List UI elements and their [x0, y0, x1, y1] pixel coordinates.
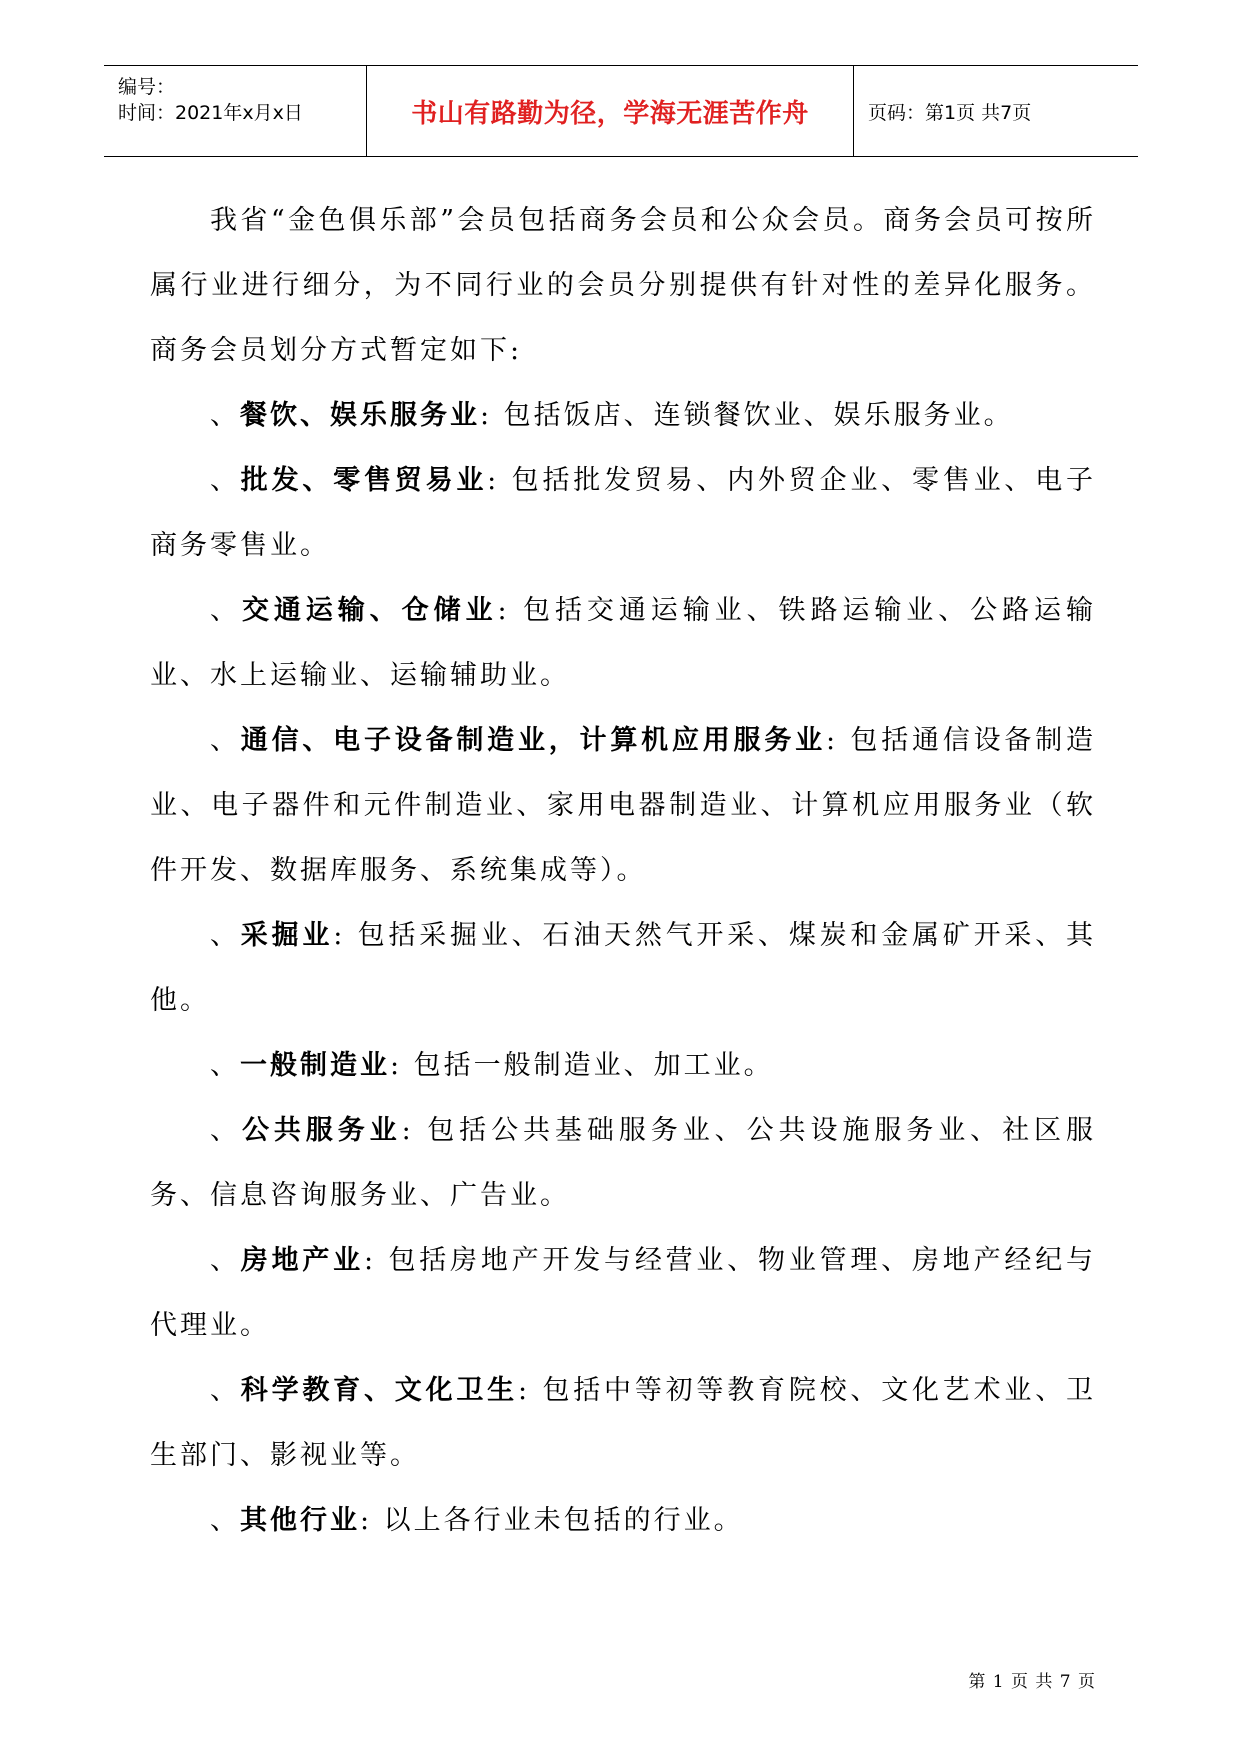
list-item: [150, 448, 1096, 578]
document-body: [150, 188, 1096, 1553]
item-text: : 包括批发贸易、内外贸企业、零售业、电子商务零售业。: [150, 465, 1096, 561]
document-time-label: 时间：2021年x月x日: [118, 102, 303, 124]
item-title: 餐饮、娱乐服务业: [240, 400, 480, 431]
header-motto: 书山有路勤为径，学海无涯苦作舟: [367, 66, 854, 156]
item-prefix: 、: [210, 1245, 241, 1276]
item-text: : 包括采掘业、石油天然气开采、煤炭和金属矿开采、其他。: [150, 920, 1096, 1016]
intro-paragraph: 我省“金色俱乐部”会员包括商务会员和公众会员。商务会员可按所属行业进行细分，为不同行业的会员分别提供有针对性的差异化服务。商务会员划分方式暂定如下:: [150, 205, 1096, 366]
item-title: 交通运输、仓储业: [241, 595, 498, 626]
item-prefix: 、: [210, 1505, 240, 1536]
item-text: : 包括房地产开发与经营业、物业管理、房地产经纪与代理业。: [150, 1245, 1096, 1341]
item-prefix: 、: [210, 465, 241, 496]
item-title: 通信、电子设备制造业，计算机应用服务业: [240, 725, 826, 756]
document-number-label: 编号：: [118, 76, 176, 98]
item-prefix: 、: [210, 725, 241, 756]
list-item: [150, 1358, 1096, 1488]
item-title: 科学教育、文化卫生: [240, 1375, 518, 1406]
item-text: : 以上各行业未包括的行业。: [360, 1505, 744, 1536]
list-item: [150, 1033, 1096, 1098]
item-prefix: 、: [210, 1050, 240, 1081]
header-page-code: 页码：第1页 共7页: [868, 101, 1032, 124]
item-title: 批发、零售贸易业: [240, 465, 488, 496]
page-header: [104, 65, 1138, 157]
header-meta-cell: [104, 66, 367, 156]
page-footer: 第 1 页 共 7 页: [968, 1672, 1096, 1692]
item-text: : 包括一般制造业、加工业。: [390, 1050, 774, 1081]
item-prefix: 、: [210, 1375, 241, 1406]
list-item: [150, 1098, 1096, 1228]
list-item: [150, 708, 1096, 903]
item-title: 房地产业: [240, 1245, 364, 1276]
item-text: : 包括公共基础服务业、公共设施服务业、社区服务、信息咨询服务业、广告业。: [150, 1115, 1096, 1211]
item-text: : 包括饭店、连锁餐饮业、娱乐服务业。: [480, 400, 1014, 431]
item-prefix: 、: [210, 400, 240, 431]
list-item: [150, 1228, 1096, 1358]
item-prefix: 、: [210, 595, 242, 626]
item-title: 采掘业: [240, 920, 334, 951]
item-title: 其他行业: [240, 1505, 360, 1536]
item-title: 公共服务业: [241, 1115, 402, 1146]
list-item: [150, 1488, 1096, 1553]
item-prefix: 、: [210, 920, 241, 951]
list-item: [150, 383, 1096, 448]
item-title: 一般制造业: [240, 1050, 390, 1081]
list-item: [150, 578, 1096, 708]
item-text: : 包括通信设备制造业、电子器件和元件制造业、家用电器制造业、计算机应用服务业（软件开发、数据库服务、系统集成等）。: [150, 725, 1096, 886]
item-prefix: 、: [210, 1115, 242, 1146]
item-text: : 包括中等初等教育院校、文化艺术业、卫生部门、影视业等。: [150, 1375, 1096, 1471]
item-text: : 包括交通运输业、铁路运输业、公路运输业、水上运输业、运输辅助业。: [150, 595, 1096, 691]
list-item: [150, 903, 1096, 1033]
